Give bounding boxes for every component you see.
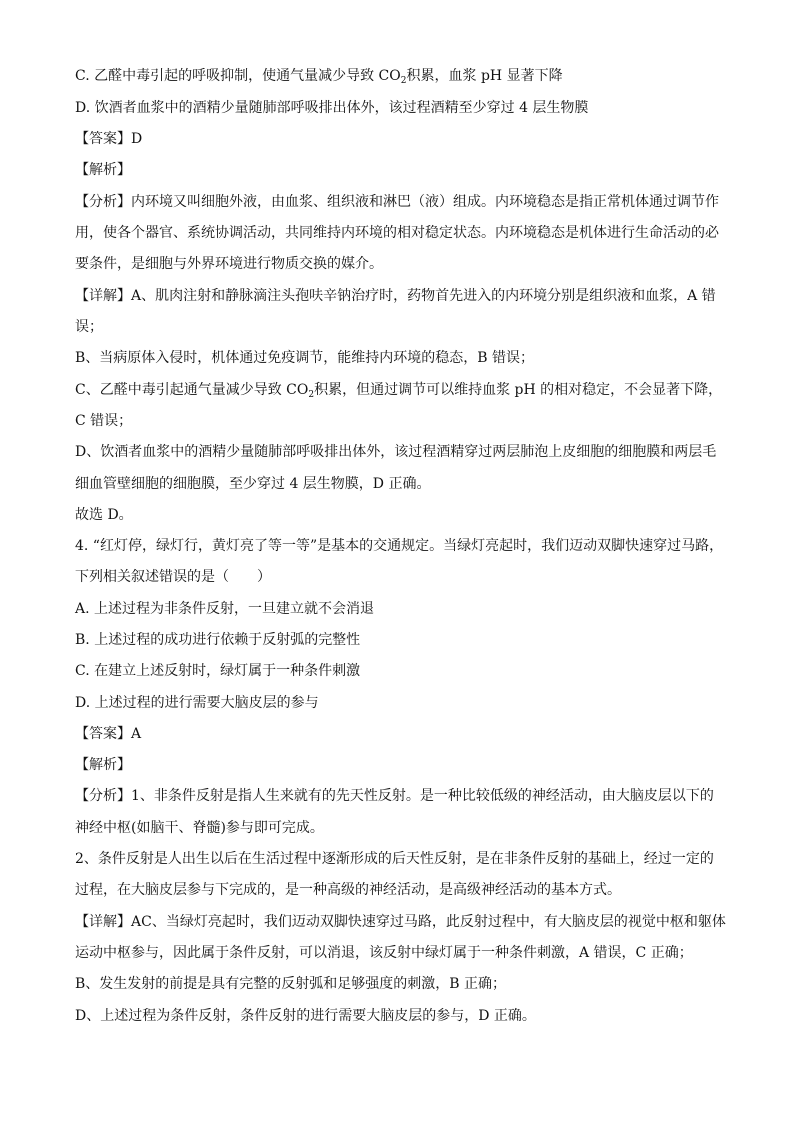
- q4-option-b: B. 上述过程的成功进行依赖于反射弧的完整性: [75, 632, 361, 648]
- q4-answer: 【答案】A: [75, 726, 142, 742]
- q4-analysis-line: 神经中枢(如脑干、脊髓)参与即可完成。: [75, 820, 324, 836]
- q4-detail-line: B、发生发射的前提是具有完整的反射弧和足够强度的刺激，B 正确；: [75, 976, 507, 992]
- q3-conclusion: 故选 D。: [75, 507, 133, 523]
- q3-detail-d: D、饮酒者血浆中的酒精少量随肺部呼吸排出体外，该过程酒精穿过两层肺泡上皮细胞的细胞膜和两层毛: [75, 444, 717, 460]
- q3-analysis-line: 用，使各个器官、系统协调活动，共同维持内环境的相对稳定状态。内环境稳态是机体进行生命活动的必: [75, 225, 719, 241]
- q4-analysis-line: 【分析】1、非条件反射是指人生来就有的先天性反射。是一种比较低级的神经活动，由大脑皮层以下的: [75, 788, 714, 804]
- q4-detail-line: 【详解】AC、当绿灯亮起时，我们迈动双脚快速穿过马路，此反射过程中，有大脑皮层的视觉中枢和躯体: [75, 914, 726, 930]
- q4-analysis-line: 2、条件反射是人出生以后在生活过程中逐渐形成的后天性反射，是在非条件反射的基础上，经过一定的: [75, 851, 714, 867]
- q3-option-d: D. 饮酒者血浆中的酒精少量随肺部呼吸排出体外，该过程酒精至少穿过 4 层生物膜: [75, 100, 589, 116]
- q4-stem-cont: 下列相关叙述错误的是（ ）: [75, 569, 271, 585]
- q4-option-a: A. 上述过程为非条件反射，一旦建立就不会消退: [75, 601, 375, 617]
- q4-analysis-label: 【解析】: [75, 757, 131, 773]
- q3-answer: 【答案】D: [75, 131, 143, 147]
- q3-detail-a-cont: 误；: [75, 319, 103, 335]
- q4-analysis-line: 过程，在大脑皮层参与下完成的，是一种高级的神经活动，是高级神经活动的基本方式。: [75, 882, 621, 898]
- q3-analysis-line: 要条件，是细胞与外界环境进行物质交换的媒介。: [75, 256, 383, 272]
- q4-option-d: D. 上述过程的进行需要大脑皮层的参与: [75, 695, 319, 711]
- q3-analysis-line: 【分析】内环境又叫细胞外液，由血浆、组织液和淋巴（液）组成。内环境稳态是指正常机体通过调节作: [75, 194, 719, 210]
- q3-detail-d-cont: 细血管壁细胞的细胞膜，至少穿过 4 层生物膜，D 正确。: [75, 476, 431, 492]
- q3-analysis-label: 【解析】: [75, 162, 131, 178]
- q4-option-c: C. 在建立上述反射时，绿灯属于一种条件刺激: [75, 663, 361, 679]
- q4-stem: 4. “红灯停，绿灯行，黄灯亮了等一等”是基本的交通规定。当绿灯亮起时，我们迈动双脚快速穿过马路，: [75, 538, 724, 554]
- q3-detail-b: B、当病原体入侵时，机体通过免疫调节，能维持内环境的稳态，B 错误；: [75, 350, 535, 366]
- q3-detail-a: 【详解】A、肌肉注射和静脉滴注头孢呋辛钠治疗时，药物首先进入的内环境分别是组织液和血浆，A 错: [75, 288, 716, 304]
- q3-detail-c-cont: C 错误；: [75, 413, 133, 429]
- q4-detail-line: 运动中枢参与，因此属于条件反射，可以消退，该反射中绿灯属于一种条件刺激，A 错误，C 正确；: [75, 945, 693, 961]
- q3-option-c: C. 乙醛中毒引起的呼吸抑制，使通气量减少导致 $CO_2$积累，血浆 pH 显著下降: [75, 68, 563, 86]
- q3-detail-c: C、乙醛中毒引起通气量减少导致 $CO_2$积累，但通过调节可以维持血浆 pH 的相对稳定，不会显著下降，: [75, 382, 723, 400]
- q4-detail-line: D、上述过程为条件反射，条件反射的进行需要大脑皮层的参与，D 正确。: [75, 1008, 536, 1024]
